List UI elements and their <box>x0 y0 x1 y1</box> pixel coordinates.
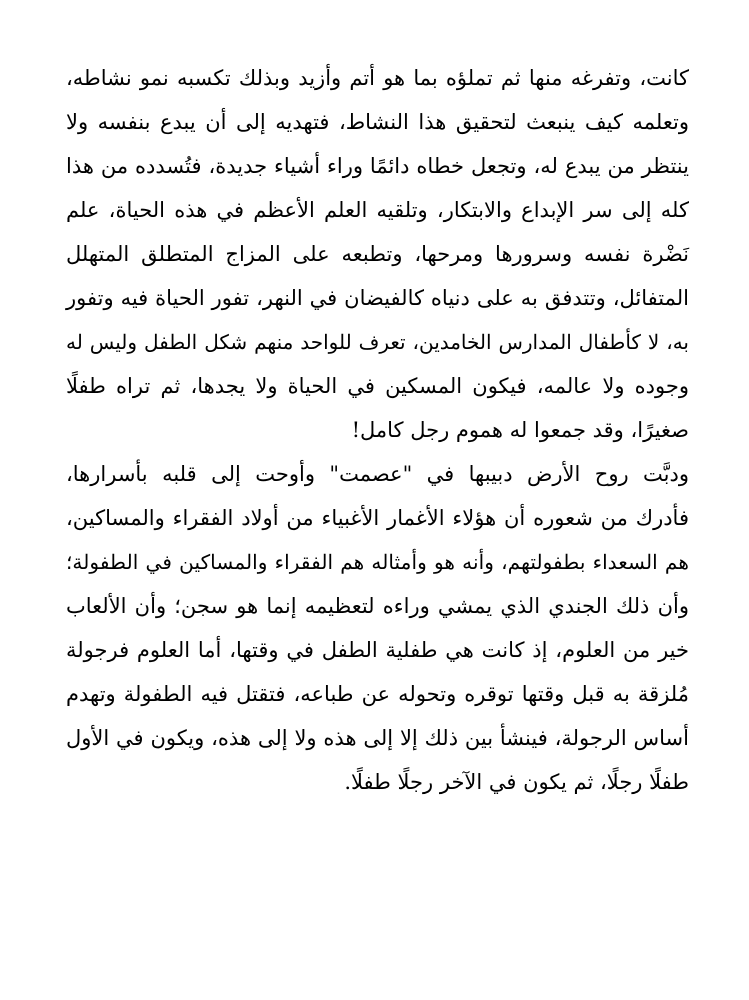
text-line: وأن ذلك الجندي الذي يمشي وراءه لتعظيمه إنما هو سجن؛ وأن الألعاب <box>66 594 689 618</box>
text-line: كانت، وتفرغه منها ثم تملؤه بما هو أتم وأزيد وبذلك تكسبه نمو نشاطه، <box>66 66 689 90</box>
paragraph-1 <box>66 56 689 452</box>
text-line: فأدرك من شعوره أن هؤلاء الأغمار الأغبياء من أولاد الفقراء والمساكين، <box>66 506 689 530</box>
text-line: طفلًا رجلًا، ثم يكون في الآخر رجلًا طفلًا. <box>344 770 689 794</box>
body-text <box>66 56 689 804</box>
text-line: ينتظر من يبدع له، وتجعل خطاه دائمًا وراء أشياء جديدة، فتُسدده من هذا <box>66 154 689 178</box>
text-line: به، لا كأطفال المدارس الخامدين، تعرف للواحد منهم شكل الطفل وليس له <box>66 330 689 354</box>
text-line: خير من العلوم، إذ كانت هي طفلية الطفل في وقتها، أما العلوم فرجولة <box>66 638 689 662</box>
text-line: صغيرًا، وقد جمعوا له هموم رجل كامل! <box>351 418 689 442</box>
text-line: ودبَّت روح الأرض دبيبها في "عصمت" وأوحت إلى قلبه بأسرارها، <box>66 462 690 486</box>
text-line: وجوده ولا عالمه، فيكون المسكين في الحياة ولا يجدها، ثم تراه طفلًا <box>66 374 689 398</box>
text-line: المتفائل، وتتدفق به على دنياه كالفيضان في النهر، تفور الحياة فيه وتفور <box>66 286 689 310</box>
text-line: أساس الرجولة، فينشأ بين ذلك إلا إلى هذه ولا إلى هذه، ويكون في الأول <box>66 726 689 750</box>
paragraph-2 <box>66 452 689 804</box>
text-line: هم السعداء بطفولتهم، وأنه هو وأمثاله هم الفقراء والمساكين في الطفولة؛ <box>66 550 689 574</box>
text-line: مُلزقة به قبل وقتها توقره وتحوله عن طباعه، فتقتل فيه الطفولة وتهدم <box>66 682 689 706</box>
text-line: نَضْرة نفسه وسرورها ومرحها، وتطبعه على المزاج المتطلق المتهلل <box>66 242 689 266</box>
text-line: وتعلمه كيف ينبعث لتحقيق هذا النشاط، فتهديه إلى أن يبدع بنفسه ولا <box>66 110 689 134</box>
text-line: كله إلى سر الإبداع والابتكار، وتلقيه العلم الأعظم في هذه الحياة، علم <box>66 198 689 222</box>
